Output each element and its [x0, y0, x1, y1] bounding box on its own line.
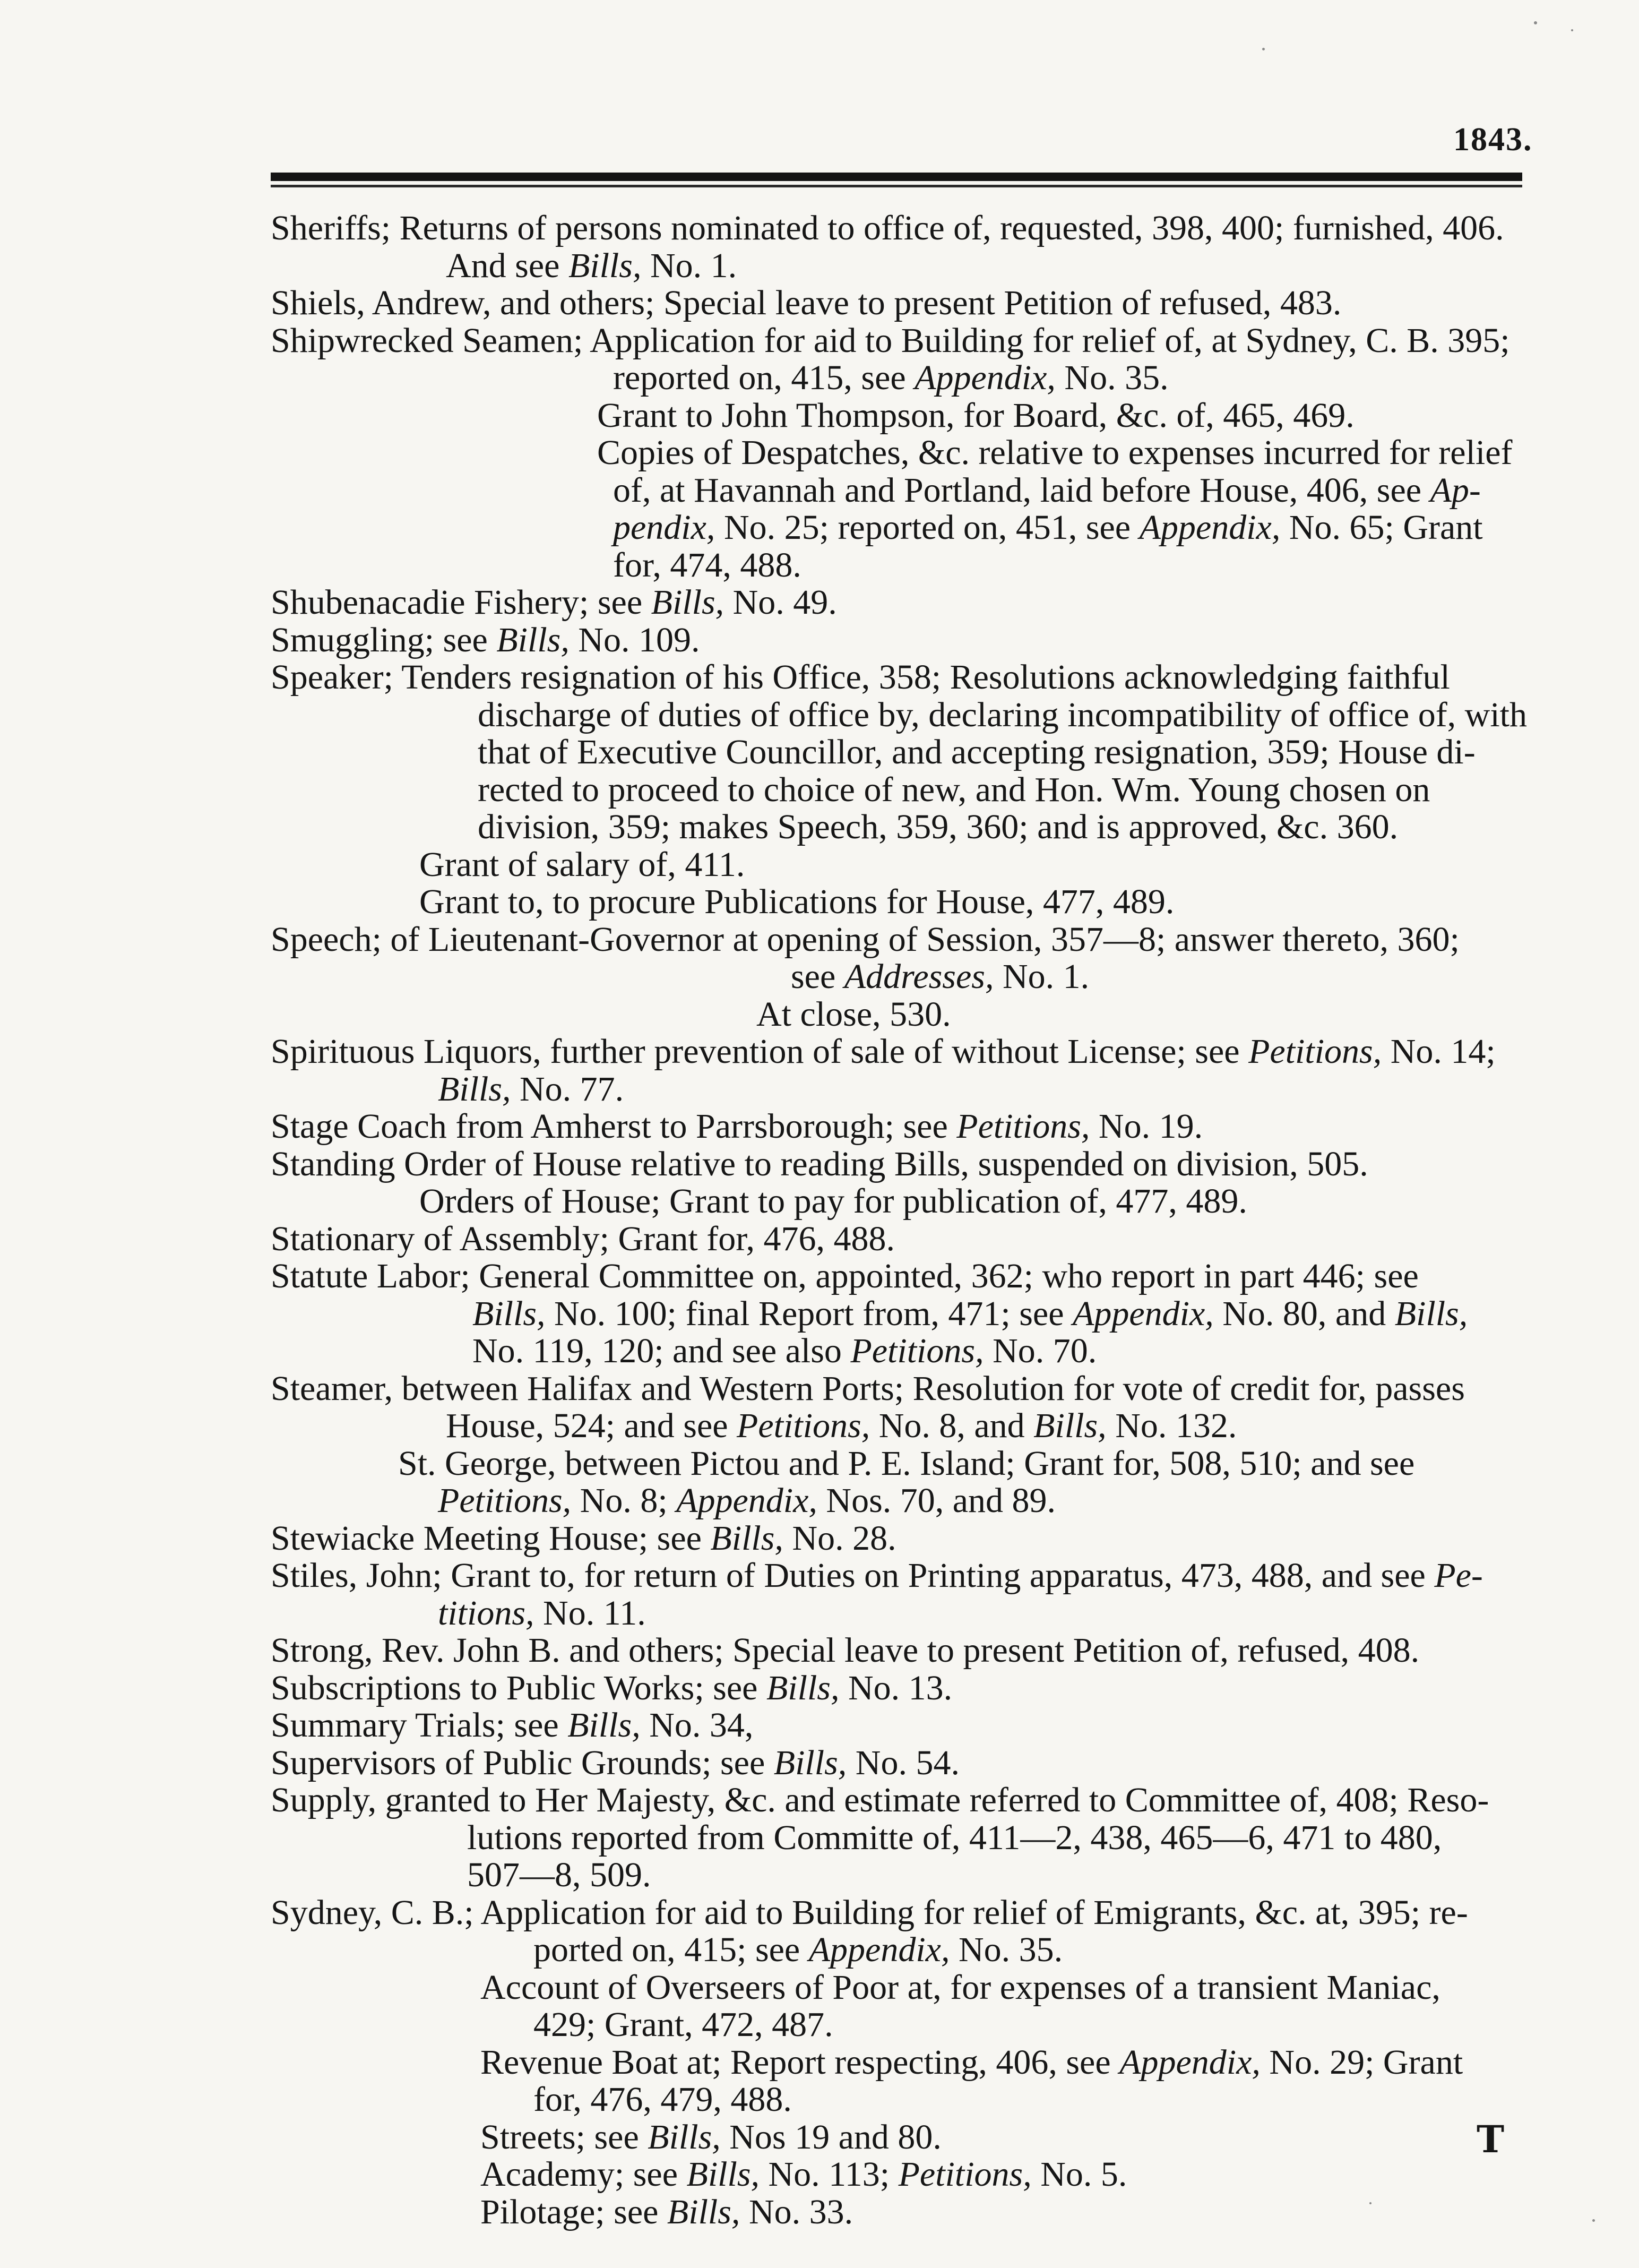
index-text: Revenue Boat at; Report respecting, 406, see: [480, 2043, 1120, 2082]
index-text: No. 33.: [740, 2193, 853, 2231]
index-line: [271, 209, 1504, 248]
index-text: 507—8, 509.: [467, 1855, 651, 1894]
index-text: Smuggling; see: [271, 621, 497, 659]
index-line: [467, 1818, 1442, 1858]
index-text: At close, 530.: [756, 995, 951, 1034]
index-line: [533, 2005, 833, 2044]
index-reference-italic: Bills,: [648, 2118, 721, 2157]
index-text: Statute Labor; General Committee on, appointed, 362; who report in part 446; see: [271, 1257, 1419, 1295]
index-line: [271, 1145, 1368, 1184]
index-text: No. 80, and: [1213, 1294, 1395, 1333]
index-text: division, 359; makes Speech, 359, 360; and is approved, &c. 360.: [478, 807, 1399, 846]
index-line: [398, 1444, 1414, 1483]
index-line: [271, 1107, 1203, 1146]
index-line: [613, 546, 801, 585]
index-reference-italic: Bills,: [568, 246, 642, 285]
index-line: [446, 1406, 1237, 1446]
index-line: [271, 621, 700, 660]
index-text: that of Executive Councillor, and accepting resignation, 359; House di-: [478, 733, 1476, 771]
index-text: Streets; see: [480, 2118, 648, 2157]
index-text: Strong, Rev. John B. and others; Special leave to present Petition of, refused, 408.: [271, 1631, 1420, 1670]
index-line: [419, 845, 745, 884]
index-text: for, 474, 488.: [613, 546, 801, 585]
index-text: Stage Coach from Amherst to Parrsborough; see: [271, 1107, 957, 1146]
index-text: Pilotage; see: [480, 2193, 667, 2231]
index-text: reported on, 415, see: [613, 358, 915, 397]
index-reference-italic: Bills,: [496, 621, 570, 659]
index-text: Grant to, to procure Publications for House, 477, 489.: [419, 882, 1175, 921]
index-reference-italic: Bills,: [472, 1294, 546, 1333]
paper-speck: [1262, 48, 1265, 50]
index-text: No. 25; reported on, 451, see: [715, 508, 1140, 547]
index-text: No. 77.: [511, 1070, 624, 1109]
index-text: No. 28.: [783, 1519, 896, 1558]
index-line: [478, 695, 1527, 735]
index-reference-italic: Bills,: [438, 1070, 511, 1109]
index-reference-italic: titions,: [438, 1594, 534, 1633]
index-text: Speaker; Tenders resignation of his Office, 358; Resolutions acknowledging faithful: [271, 658, 1450, 697]
index-line: [467, 1855, 651, 1895]
index-line: [271, 1893, 1468, 1932]
header-rule-thin: [271, 185, 1522, 187]
index-text: No. 100; final Report from, 471; see: [545, 1294, 1073, 1333]
index-text: No. 8;: [571, 1481, 677, 1520]
index-line: [271, 658, 1450, 697]
index-reference-italic: Appendix,: [1139, 508, 1281, 547]
index-line: [271, 1032, 1496, 1071]
index-text: St. George, between Pictou and P. E. Island; Grant for, 508, 510; and see: [398, 1444, 1415, 1483]
index-text: No. 13.: [839, 1669, 953, 1707]
index-reference-italic: Addresses,: [844, 957, 994, 996]
index-line: [271, 1631, 1419, 1670]
index-line: [533, 1930, 1063, 1970]
index-line: [438, 1594, 646, 1633]
index-text: Standing Order of House relative to reading Bills, suspended on division, 505.: [271, 1145, 1368, 1183]
index-text: of, at Havannah and Portland, laid before House, 406, see: [613, 471, 1430, 510]
index-text: No. 34,: [640, 1706, 754, 1745]
index-reference-italic: Bills,: [773, 1743, 847, 1782]
index-reference-italic: Appendix,: [1073, 1294, 1214, 1333]
index-text: Shipwrecked Seamen; Application for aid to Building for relief of, at Sydney, C. B. 395;: [271, 321, 1510, 360]
index-text: discharge of duties of office by, declaring incompatibility of office of, with: [478, 695, 1528, 734]
index-text: No. 29; Grant: [1260, 2043, 1463, 2082]
index-text: Stationary of Assembly; Grant for, 476, 488.: [271, 1219, 895, 1258]
index-reference-italic: Petitions,: [850, 1331, 984, 1370]
index-text: No. 14;: [1382, 1032, 1496, 1071]
index-text: Account of Overseers of Poor at, for expenses of a transient Maniac,: [480, 1968, 1440, 2007]
index-text: Grant of salary of, 411.: [419, 845, 745, 884]
index-line: [271, 920, 1460, 959]
page-year-header: 1843.: [1453, 122, 1533, 158]
index-reference-italic: Ap-: [1430, 471, 1481, 510]
index-line: [446, 246, 737, 286]
index-text: Supply, granted to Her Majesty, &c. and estimate referred to Committee of, 408; Reso-: [271, 1781, 1489, 1819]
index-text: No. 132.: [1106, 1406, 1237, 1445]
index-reference-italic: Bills,: [766, 1669, 840, 1707]
index-text: Grant to John Thompson, for Board, &c. of, 465, 469.: [597, 396, 1355, 435]
index-text: 429; Grant, 472, 487.: [533, 2005, 833, 2044]
index-reference-italic: Bills,: [667, 2193, 740, 2231]
index-text: No. 8, and: [870, 1406, 1034, 1445]
index-text: Orders of House; Grant to pay for publication of, 477, 489.: [419, 1182, 1247, 1221]
index-line: [271, 1781, 1489, 1820]
index-line: [438, 1481, 1056, 1520]
index-text: No. 35.: [1055, 358, 1169, 397]
signature-mark: T: [1477, 2117, 1505, 2161]
index-text: No. 65; Grant: [1280, 508, 1483, 547]
index-reference-italic: Bills,: [567, 1706, 641, 1745]
index-line: [419, 1182, 1247, 1221]
index-text: No. 54.: [847, 1743, 960, 1782]
index-text: No. 5.: [1031, 2155, 1127, 2194]
index-text: No. 109.: [569, 621, 700, 659]
index-reference-italic: Petitions,: [898, 2155, 1032, 2194]
index-text: Speech; of Lieutenant-Governor at opening of Session, 357—8; answer thereto, 360;: [271, 920, 1460, 959]
index-line: [480, 2043, 1463, 2082]
index-reference-italic: Bills,: [686, 2155, 760, 2194]
index-text: No. 35.: [950, 1930, 1063, 1969]
index-text: Academy; see: [480, 2155, 687, 2194]
index-line: [597, 433, 1513, 472]
index-text: And see: [446, 246, 568, 285]
index-text: Stiles, John; Grant to, for return of Duties on Printing apparatus, 473, 488, and see: [271, 1556, 1435, 1595]
index-line: [597, 396, 1355, 435]
index-reference-italic: Bills,: [710, 1519, 783, 1558]
index-line: [271, 1257, 1419, 1296]
index-text: Nos. 70, and 89.: [817, 1481, 1056, 1520]
index-text: Supervisors of Public Grounds; see: [271, 1743, 774, 1782]
index-line: [613, 358, 1169, 398]
index-line: [472, 1294, 1468, 1334]
index-text: House, 524; and see: [446, 1406, 737, 1445]
index-text: Nos 19 and 80.: [720, 2118, 942, 2157]
index-line: [478, 807, 1398, 847]
index-text: Stewiacke Meeting House; see: [271, 1519, 711, 1558]
index-text: No. 119, 120; and see also: [472, 1331, 851, 1370]
index-text: lutions reported from Committe of, 411—2, 438, 465—6, 471 to 480,: [467, 1818, 1442, 1857]
header-rule-thick: [271, 173, 1522, 181]
index-text: for, 476, 479, 488.: [533, 2080, 792, 2119]
index-text: Shubenacadie Fishery; see: [271, 583, 651, 622]
index-reference-italic: pendix,: [613, 508, 715, 547]
index-text: Sheriffs; Returns of persons nominated to office of, requested, 398, 400; furnished, 406.: [271, 209, 1504, 247]
index-text: Shiels, Andrew, and others; Special leave to present Petition of refused, 483.: [271, 284, 1342, 322]
index-line: [271, 1556, 1483, 1595]
index-text: Summary Trials; see: [271, 1706, 568, 1745]
index-reference-italic: Appendix,: [915, 358, 1056, 397]
index-reference-italic: Appendix,: [676, 1481, 817, 1520]
index-reference-italic: Bills,: [1394, 1294, 1468, 1333]
index-text: see: [791, 957, 844, 996]
index-text: Spirituous Liquors, further prevention of sale of without License; see: [271, 1032, 1249, 1071]
index-line: [478, 770, 1430, 810]
index-text: No. 70.: [984, 1331, 1097, 1370]
index-line: [613, 508, 1483, 547]
index-text: Subscriptions to Public Works; see: [271, 1669, 766, 1707]
paper-speck: [1592, 2219, 1595, 2222]
index-line: [271, 583, 837, 622]
index-line: [478, 733, 1476, 772]
index-line: [271, 1519, 896, 1558]
index-text: No. 19.: [1090, 1107, 1203, 1146]
index-line: [271, 1669, 952, 1708]
paper-speck: [1534, 21, 1537, 24]
index-line: [419, 882, 1174, 922]
index-reference-italic: Petitions,: [1248, 1032, 1382, 1071]
index-reference-italic: Pe-: [1434, 1556, 1483, 1595]
index-text: No. 113;: [760, 2155, 899, 2194]
index-line: [791, 957, 1089, 996]
index-reference-italic: Bills,: [1033, 1406, 1107, 1445]
index-line: [271, 321, 1510, 360]
index-line: [271, 1706, 753, 1745]
index-text: Copies of Despatches, &c. relative to expenses incurred for relief: [597, 433, 1513, 472]
index-reference-italic: Appendix,: [1119, 2043, 1261, 2082]
index-line: [271, 284, 1341, 323]
index-line: [271, 1743, 960, 1783]
index-text: Steamer, between Halifax and Western Ports; Resolution for vote of credit for, passes: [271, 1369, 1465, 1408]
index-line: [480, 2155, 1127, 2194]
index-text: No. 1.: [994, 957, 1090, 996]
index-line: [472, 1331, 1097, 1371]
index-line: [613, 471, 1481, 510]
index-line: [271, 1219, 895, 1259]
index-line: [480, 1968, 1440, 2007]
index-line: [756, 995, 951, 1034]
index-line: [480, 2193, 853, 2232]
paper-speck: [1369, 2202, 1371, 2204]
index-text: Sydney, C. B.; Application for aid to Building for relief of Emigrants, &c. at, 395; re-: [271, 1893, 1468, 1932]
index-text: No. 49.: [724, 583, 837, 622]
index-text: ported on, 415; see: [533, 1930, 809, 1969]
index-line: [480, 2118, 942, 2157]
index-reference-italic: Petitions,: [956, 1107, 1090, 1146]
index-line: [438, 1070, 624, 1109]
index-reference-italic: Petitions,: [438, 1481, 572, 1520]
index-reference-italic: Bills,: [651, 583, 724, 622]
index-line: [271, 1369, 1465, 1408]
index-text: rected to proceed to choice of new, and Hon. Wm. Young chosen on: [478, 770, 1430, 809]
index-line: [533, 2080, 792, 2119]
index-text: No. 1.: [641, 246, 737, 285]
index-reference-italic: Appendix,: [808, 1930, 950, 1969]
index-reference-italic: Petitions,: [737, 1406, 870, 1445]
index-text: No. 11.: [534, 1594, 646, 1633]
paper-speck: [1571, 29, 1573, 31]
